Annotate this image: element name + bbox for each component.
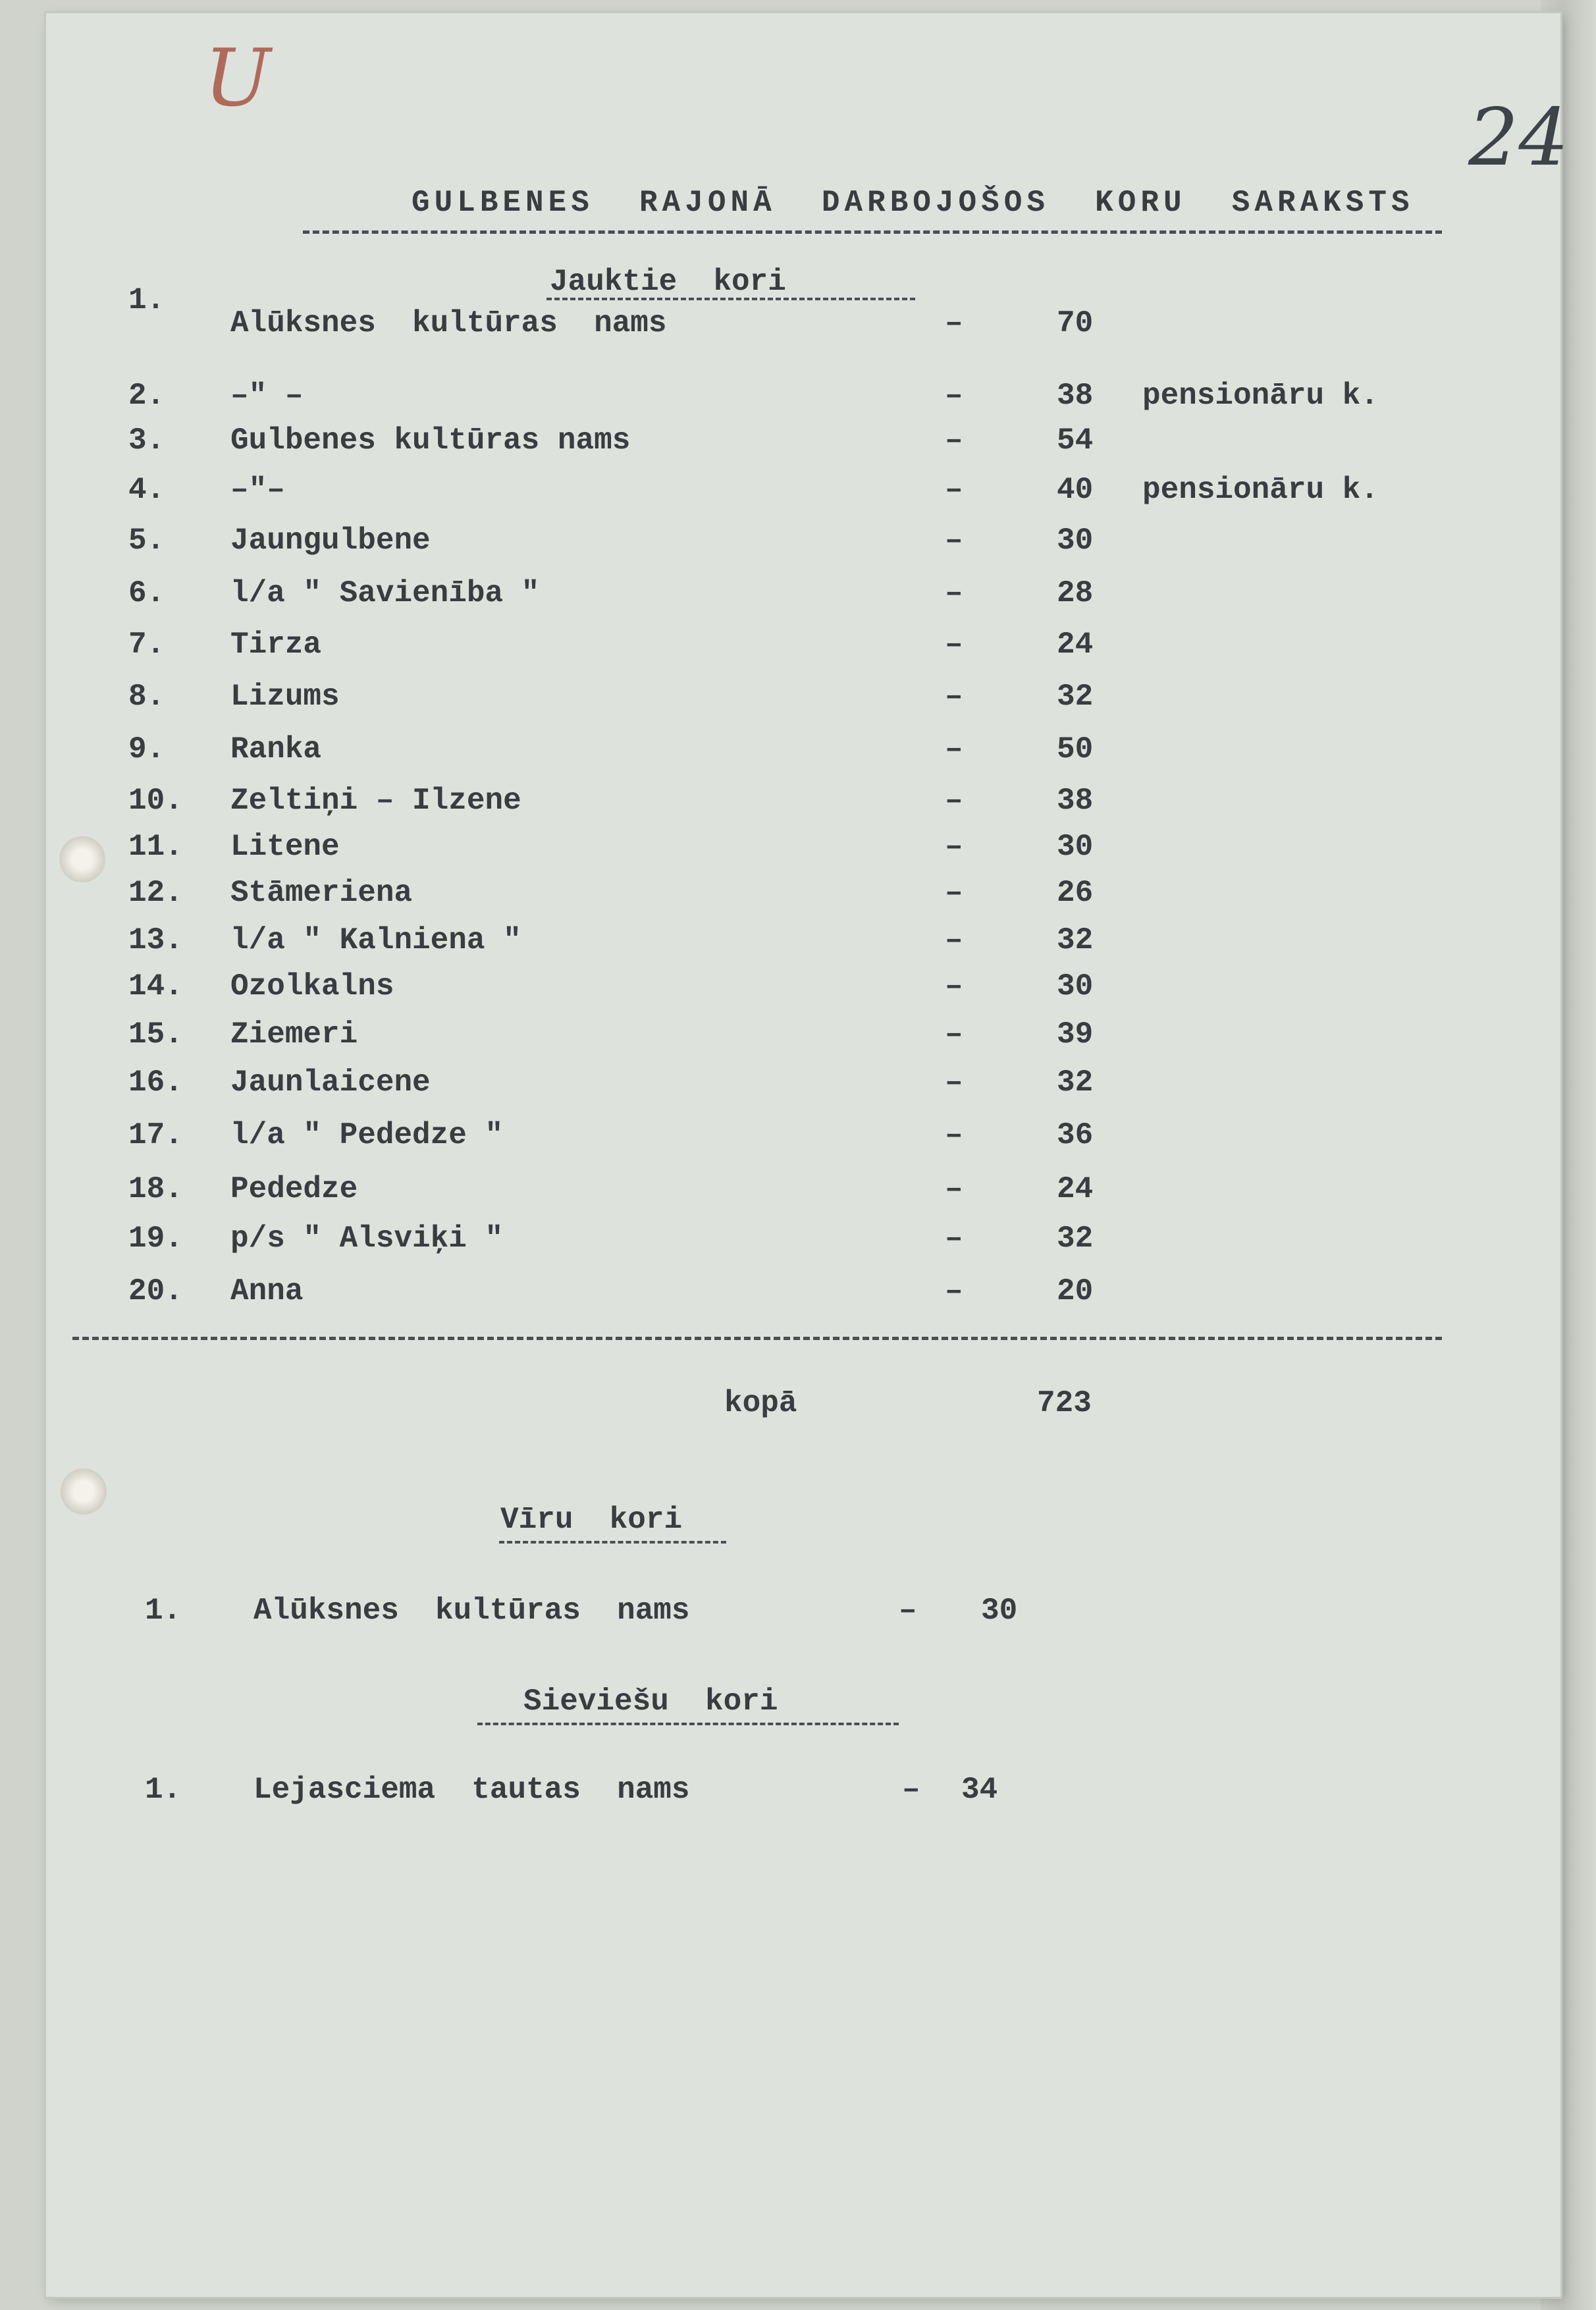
- singer-count: 30: [1057, 969, 1094, 1004]
- row-note: pensionāru k.: [1142, 473, 1379, 507]
- singer-count: 30: [981, 1594, 1018, 1628]
- choir-name: Anna: [230, 1274, 304, 1308]
- singer-count: 54: [1057, 423, 1094, 458]
- row-dash: –: [945, 379, 963, 413]
- singer-count: 32: [1057, 923, 1094, 957]
- choir-name: Litene: [230, 830, 340, 864]
- total-value: 723: [1037, 1386, 1092, 1420]
- choir-name: l/a " Savienība ": [230, 576, 540, 610]
- punch-hole-bottom: [61, 1468, 107, 1515]
- page-number: 24: [1468, 92, 1569, 184]
- total-label: kopā: [724, 1386, 797, 1420]
- row-dash: –: [945, 830, 963, 864]
- singer-count: 38: [1057, 784, 1094, 818]
- choir-name: p/s " Alsviķi ": [230, 1222, 504, 1256]
- female-choirs-heading: Sieviešu kori: [523, 1684, 778, 1719]
- row-number: 13.: [128, 923, 183, 957]
- total-rule: [72, 1337, 1442, 1340]
- mixed-choirs-underline: [546, 298, 915, 300]
- choir-name: l/a " Kalniena ": [230, 923, 521, 957]
- choir-name: Lizums: [230, 680, 340, 714]
- row-number: 8.: [128, 680, 165, 714]
- singer-count: 39: [1057, 1017, 1094, 1052]
- row-dash: –: [945, 473, 963, 507]
- choir-name: Pededze: [230, 1172, 358, 1206]
- row-number: 11.: [128, 830, 183, 864]
- row-dash: –: [945, 1017, 963, 1052]
- singer-count: 38: [1057, 379, 1094, 413]
- choir-name: Tirza: [230, 628, 322, 662]
- row-number: 5.: [128, 524, 165, 558]
- row-number: 17.: [128, 1118, 183, 1152]
- choir-name: Gulbenes kultūras nams: [230, 423, 631, 458]
- singer-count: 30: [1057, 830, 1094, 864]
- row-number: 12.: [128, 876, 183, 910]
- row-dash: –: [945, 1172, 963, 1206]
- singer-count: 34: [961, 1773, 998, 1807]
- singer-count: 28: [1057, 576, 1094, 610]
- row-number: 16.: [128, 1065, 183, 1100]
- row-dash: –: [902, 1773, 920, 1807]
- singer-count: 30: [1057, 524, 1094, 558]
- choir-name: Ziemeri: [230, 1017, 358, 1052]
- row-dash: –: [945, 1118, 963, 1152]
- singer-count: 24: [1057, 628, 1094, 662]
- row-number: 6.: [128, 576, 165, 610]
- choir-name: Jaunlaicene: [230, 1065, 431, 1100]
- row-number: 3.: [128, 423, 165, 458]
- document-page: [46, 13, 1569, 2297]
- row-dash: –: [945, 784, 963, 818]
- row-number: 4.: [128, 473, 165, 507]
- row-number: 1.: [145, 1773, 182, 1807]
- male-choirs-underline: [499, 1541, 726, 1544]
- row-dash: –: [945, 628, 963, 662]
- row-dash: –: [945, 680, 963, 714]
- choir-name: Stāmeriena: [230, 876, 413, 910]
- singer-count: 32: [1057, 680, 1094, 714]
- choir-name: Alūksnes kultūras nams: [230, 306, 667, 340]
- row-number: 1.: [128, 283, 165, 317]
- row-dash: –: [945, 1222, 963, 1256]
- row-number: 19.: [128, 1222, 183, 1256]
- punch-hole-top: [59, 836, 105, 882]
- row-number: 2.: [128, 379, 165, 413]
- row-dash: –: [945, 732, 963, 766]
- singer-count: 70: [1057, 306, 1094, 340]
- choir-name: –"–: [230, 473, 285, 507]
- mixed-choirs-heading: Jauktie kori: [550, 265, 786, 299]
- row-number: 14.: [128, 969, 183, 1004]
- row-note: pensionāru k.: [1142, 379, 1379, 413]
- choir-name: l/a " Pededze ": [230, 1118, 504, 1152]
- row-dash: –: [945, 969, 963, 1004]
- row-dash: –: [945, 524, 963, 558]
- choir-name: Jaungulbene: [230, 524, 431, 558]
- row-dash: –: [945, 423, 963, 458]
- document-title: GULBENES RAJONĀ DARBOJOŠOS KORU SARAKSTS: [412, 186, 1414, 220]
- row-number: 20.: [128, 1274, 183, 1308]
- row-dash: –: [945, 1065, 963, 1100]
- row-dash: –: [899, 1594, 917, 1628]
- singer-count: 40: [1057, 473, 1094, 507]
- title-underline: [303, 230, 1442, 234]
- female-choirs-underline: [477, 1723, 899, 1725]
- male-choirs-heading: Vīru kori: [500, 1503, 683, 1537]
- singer-count: 32: [1057, 1065, 1094, 1100]
- row-dash: –: [945, 576, 963, 610]
- row-number: 18.: [128, 1172, 183, 1206]
- choir-name: Zeltiņi – Ilzene: [230, 784, 521, 818]
- row-number: 9.: [128, 732, 165, 766]
- choir-name: –" –: [230, 379, 304, 413]
- choir-name: Ranka: [230, 732, 322, 766]
- singer-count: 50: [1057, 732, 1094, 766]
- row-dash: –: [945, 923, 963, 957]
- singer-count: 26: [1057, 876, 1094, 910]
- choir-name: Ozolkalns: [230, 969, 394, 1004]
- singer-count: 20: [1057, 1274, 1094, 1308]
- singer-count: 32: [1057, 1222, 1094, 1256]
- row-number: 1.: [145, 1594, 182, 1628]
- singer-count: 24: [1057, 1172, 1094, 1206]
- row-dash: –: [945, 306, 963, 340]
- row-number: 7.: [128, 628, 165, 662]
- row-dash: –: [945, 1274, 963, 1308]
- row-number: 10.: [128, 784, 183, 818]
- choir-name: Alūksnes kultūras nams: [253, 1594, 690, 1628]
- choir-name: Lejasciema tautas nams: [253, 1773, 690, 1807]
- row-dash: –: [945, 876, 963, 910]
- singer-count: 36: [1057, 1118, 1094, 1152]
- row-number: 15.: [128, 1017, 183, 1052]
- margin-mark: U: [204, 33, 271, 124]
